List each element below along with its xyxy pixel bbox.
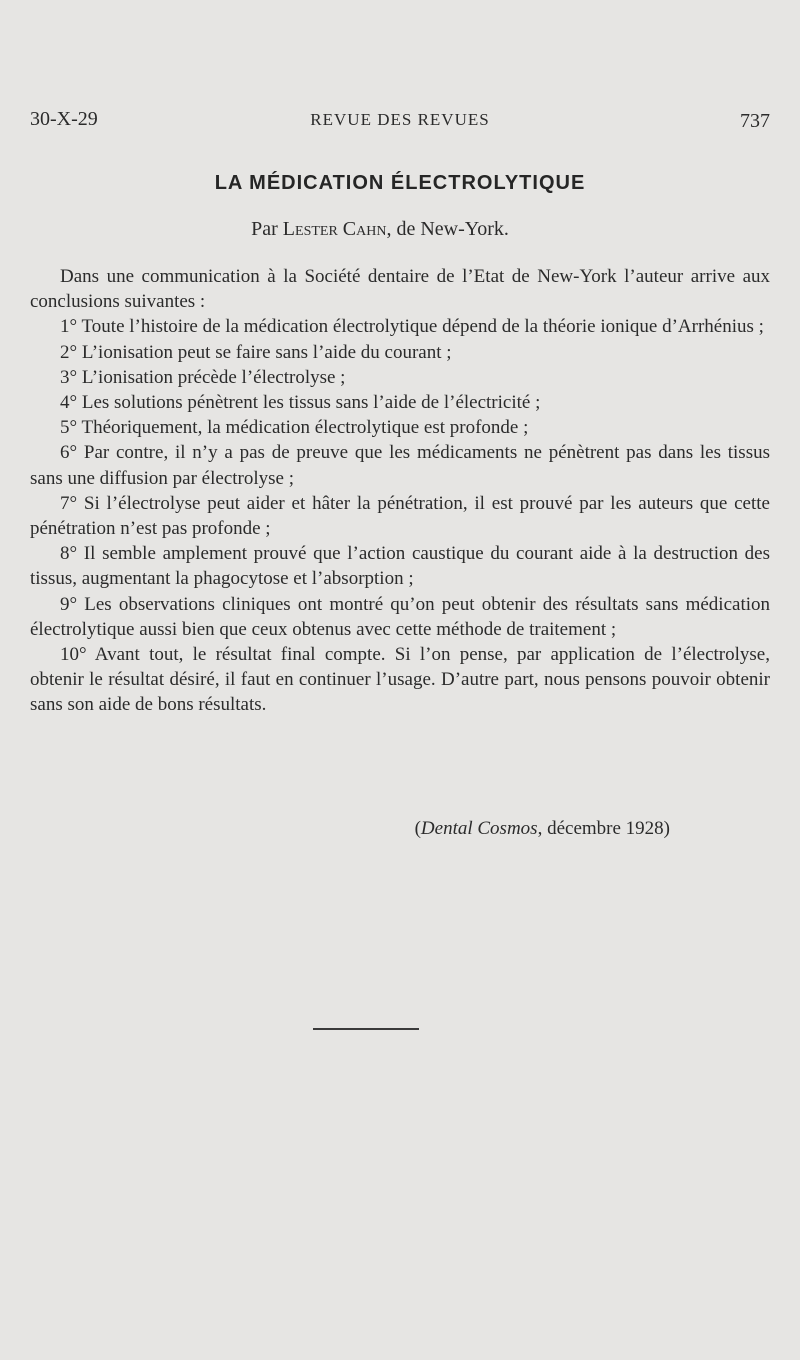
conclusion-3: 3° L’ionisation précède l’électrolyse ; [60,366,346,388]
source-journal: Dental Cosmos [420,818,538,839]
conclusion-9: 9° Les observations cliniques ont montré qu’on peut obtenir des résultats sans médication électrolytique aussi bien que ceux obtenus avec cette méthode de traitement ; [30,593,770,640]
conclusion-2: 2° L’ionisation peut se faire sans l’aide du courant ; [60,341,452,363]
author-name: Lester Cahn [282,218,387,240]
conclusion-1: 1° Toute l’histoire de la médication électrolytique dépend de la théorie ionique d’Arrhénius ; [60,316,764,338]
issue-date: 30-X-29 [30,108,98,130]
running-head [30,108,770,134]
article-body [30,264,770,718]
source-date: , décembre 1928 [537,818,664,839]
conclusion-8: 8° Il semble amplement prouvé que l’action caustique du courant aide à la destruction des tissus, augmentant la phagocytose et l’absorption ; [30,543,770,590]
conclusion-4: 4° Les solutions pénètrent les tissus sans l’aide de l’électricité ; [60,392,541,414]
journal-section-title: REVUE DES REVUES [310,110,490,129]
conclusion-5: 5° Théoriquement, la médication électrolytique est profonde ; [60,417,529,439]
page-number: 737 [740,110,770,132]
byline-suffix: , de New-York. [386,218,509,240]
conclusion-10: 10° Avant tout, le résultat final compte. Si l’on pense, par application de l’électrolyse, obtenir le résultat désiré, il faut en continuer l’usage. D’autre part, nous pensons pouvoir obtenir sans son aide de bons résultats. [30,644,770,716]
end-rule [313,1028,419,1030]
byline-prefix: Par [251,218,283,240]
byline [0,218,760,241]
intro-paragraph: Dans une communication à la Société dentaire de l’Etat de New-York l’auteur arrive aux conclusions suivantes : [30,266,770,313]
source-citation: (Dental Cosmos, décembre 1928) [414,818,670,839]
conclusion-6: 6° Par contre, il n’y a pas de preuve que les médicaments ne pénètrent pas dans les tissus sans une diffusion par électrolyse ; [30,442,770,489]
conclusion-7: 7° Si l’électrolyse peut aider et hâter la pénétration, il est prouvé par les auteurs que cette pénétration n’est pas profonde ; [30,492,770,540]
article-title: LA MÉDICATION ÉLECTROLYTIQUE [214,172,586,194]
